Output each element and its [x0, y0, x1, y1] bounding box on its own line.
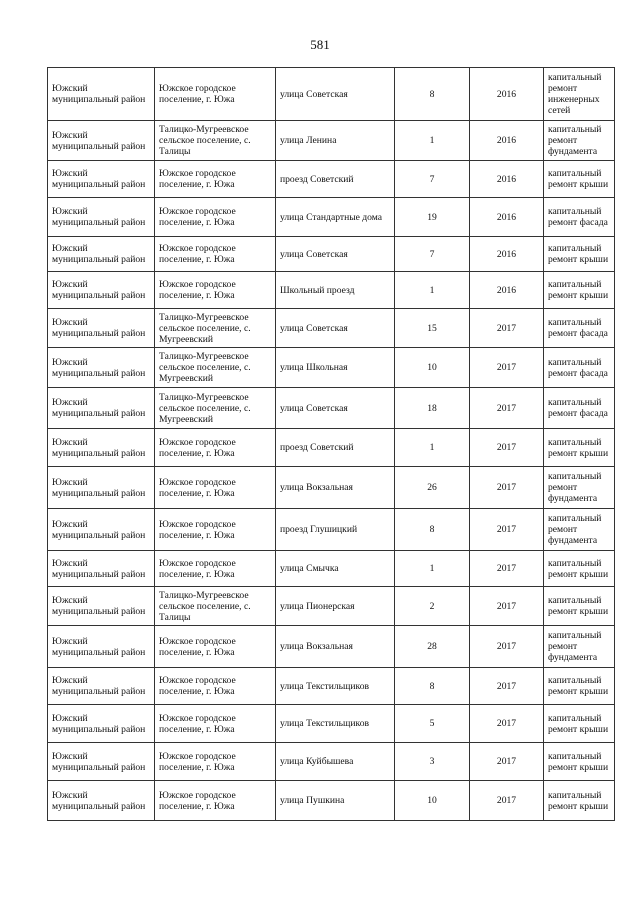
settlement-cell: Южское городское поселение, г. Южа	[155, 781, 276, 821]
work-type-cell: капитальный ремонт фасада	[544, 388, 615, 429]
work-type-cell: капитальный ремонт крыши	[544, 161, 615, 198]
year-cell: 2017	[470, 467, 544, 509]
work-type-cell: капитальный ремонт фундамента	[544, 626, 615, 668]
year-cell: 2017	[470, 781, 544, 821]
house-number-cell: 8	[395, 509, 470, 551]
year-cell: 2017	[470, 668, 544, 705]
district-cell: Южский муниципальный район	[48, 551, 155, 587]
street-cell: улица Вокзальная	[276, 467, 395, 509]
settlement-cell: Талицко-Мугреевское сельское поселение, с. Мугреевский	[155, 348, 276, 388]
settlement-cell: Южское городское поселение, г. Южа	[155, 743, 276, 781]
house-number-cell: 1	[395, 429, 470, 467]
settlement-cell: Южское городское поселение, г. Южа	[155, 668, 276, 705]
district-cell: Южский муниципальный район	[48, 429, 155, 467]
work-type-cell: капитальный ремонт крыши	[544, 781, 615, 821]
street-cell: проезд Глушицкий	[276, 509, 395, 551]
district-cell: Южский муниципальный район	[48, 668, 155, 705]
year-cell: 2017	[470, 551, 544, 587]
work-type-cell: капитальный ремонт крыши	[544, 587, 615, 626]
house-number-cell: 5	[395, 705, 470, 743]
year-cell: 2017	[470, 388, 544, 429]
table-row	[48, 467, 615, 509]
house-number-cell: 19	[395, 198, 470, 237]
table-row	[48, 668, 615, 705]
year-cell: 2017	[470, 309, 544, 348]
house-number-cell: 28	[395, 626, 470, 668]
street-cell: проезд Советский	[276, 429, 395, 467]
table-row	[48, 551, 615, 587]
house-number-cell: 8	[395, 668, 470, 705]
district-cell: Южский муниципальный район	[48, 348, 155, 388]
street-cell: проезд Советский	[276, 161, 395, 198]
year-cell: 2016	[470, 198, 544, 237]
house-number-cell: 10	[395, 781, 470, 821]
work-type-cell: капитальный ремонт крыши	[544, 705, 615, 743]
work-type-cell: капитальный ремонт крыши	[544, 743, 615, 781]
page-number: 581	[310, 37, 330, 52]
settlement-cell: Южское городское поселение, г. Южа	[155, 198, 276, 237]
work-type-cell: капитальный ремонт фасада	[544, 348, 615, 388]
table-row	[48, 237, 615, 272]
year-cell: 2016	[470, 68, 544, 121]
year-cell: 2017	[470, 429, 544, 467]
street-cell: улица Советская	[276, 237, 395, 272]
district-cell: Южский муниципальный район	[48, 509, 155, 551]
year-cell: 2016	[470, 272, 544, 309]
house-number-cell: 10	[395, 348, 470, 388]
table-row	[48, 198, 615, 237]
street-cell: улица Вокзальная	[276, 626, 395, 668]
table-row	[48, 429, 615, 467]
street-cell: улица Советская	[276, 68, 395, 121]
year-cell: 2016	[470, 121, 544, 161]
table-row	[48, 348, 615, 388]
work-type-cell: капитальный ремонт крыши	[544, 668, 615, 705]
street-cell: улица Пушкина	[276, 781, 395, 821]
settlement-cell: Южское городское поселение, г. Южа	[155, 467, 276, 509]
street-cell: улица Смычка	[276, 551, 395, 587]
house-number-cell: 2	[395, 587, 470, 626]
housing-repair-table	[47, 67, 615, 821]
work-type-cell: капитальный ремонт фундамента	[544, 467, 615, 509]
street-cell: улица Советская	[276, 388, 395, 429]
table-row	[48, 509, 615, 551]
house-number-cell: 8	[395, 68, 470, 121]
table-row	[48, 626, 615, 668]
table-body	[48, 68, 615, 821]
work-type-cell: капитальный ремонт фундамента	[544, 509, 615, 551]
street-cell: Школьный проезд	[276, 272, 395, 309]
district-cell: Южский муниципальный район	[48, 467, 155, 509]
table-row	[48, 161, 615, 198]
district-cell: Южский муниципальный район	[48, 161, 155, 198]
district-cell: Южский муниципальный район	[48, 587, 155, 626]
year-cell: 2017	[470, 509, 544, 551]
house-number-cell: 1	[395, 551, 470, 587]
house-number-cell: 3	[395, 743, 470, 781]
work-type-cell: капитальный ремонт фундамента	[544, 121, 615, 161]
settlement-cell: Южское городское поселение, г. Южа	[155, 429, 276, 467]
table-row	[48, 743, 615, 781]
street-cell: улица Пионерская	[276, 587, 395, 626]
settlement-cell: Южское городское поселение, г. Южа	[155, 237, 276, 272]
work-type-cell: капитальный ремонт крыши	[544, 551, 615, 587]
district-cell: Южский муниципальный район	[48, 309, 155, 348]
settlement-cell: Южское городское поселение, г. Южа	[155, 626, 276, 668]
table-row	[48, 781, 615, 821]
table-row	[48, 388, 615, 429]
year-cell: 2017	[470, 348, 544, 388]
district-cell: Южский муниципальный район	[48, 388, 155, 429]
work-type-cell: капитальный ремонт фасада	[544, 198, 615, 237]
district-cell: Южский муниципальный район	[48, 705, 155, 743]
district-cell: Южский муниципальный район	[48, 237, 155, 272]
table-row	[48, 68, 615, 121]
year-cell: 2016	[470, 237, 544, 272]
house-number-cell: 1	[395, 121, 470, 161]
house-number-cell: 26	[395, 467, 470, 509]
district-cell: Южский муниципальный район	[48, 272, 155, 309]
district-cell: Южский муниципальный район	[48, 198, 155, 237]
house-number-cell: 7	[395, 237, 470, 272]
district-cell: Южский муниципальный район	[48, 68, 155, 121]
table-row	[48, 121, 615, 161]
district-cell: Южский муниципальный район	[48, 121, 155, 161]
table-row	[48, 272, 615, 309]
work-type-cell: капитальный ремонт крыши	[544, 429, 615, 467]
street-cell: улица Школьная	[276, 348, 395, 388]
table-row	[48, 309, 615, 348]
district-cell: Южский муниципальный район	[48, 743, 155, 781]
settlement-cell: Южское городское поселение, г. Южа	[155, 272, 276, 309]
year-cell: 2017	[470, 743, 544, 781]
settlement-cell: Южское городское поселение, г. Южа	[155, 161, 276, 198]
settlement-cell: Южское городское поселение, г. Южа	[155, 551, 276, 587]
settlement-cell: Талицко-Мугреевское сельское поселение, с. Мугреевский	[155, 309, 276, 348]
work-type-cell: капитальный ремонт крыши	[544, 237, 615, 272]
house-number-cell: 1	[395, 272, 470, 309]
street-cell: улица Советская	[276, 309, 395, 348]
settlement-cell: Южское городское поселение, г. Южа	[155, 68, 276, 121]
house-number-cell: 18	[395, 388, 470, 429]
year-cell: 2017	[470, 705, 544, 743]
street-cell: улица Текстильщиков	[276, 705, 395, 743]
table-row	[48, 705, 615, 743]
work-type-cell: капитальный ремонт крыши	[544, 272, 615, 309]
year-cell: 2017	[470, 587, 544, 626]
settlement-cell: Южское городское поселение, г. Южа	[155, 705, 276, 743]
street-cell: улица Ленина	[276, 121, 395, 161]
work-type-cell: капитальный ремонт инженерных сетей	[544, 68, 615, 121]
house-number-cell: 15	[395, 309, 470, 348]
settlement-cell: Талицко-Мугреевское сельское поселение, с. Мугреевский	[155, 388, 276, 429]
work-type-cell: капитальный ремонт фасада	[544, 309, 615, 348]
year-cell: 2016	[470, 161, 544, 198]
house-number-cell: 7	[395, 161, 470, 198]
district-cell: Южский муниципальный район	[48, 626, 155, 668]
district-cell: Южский муниципальный район	[48, 781, 155, 821]
year-cell: 2017	[470, 626, 544, 668]
table-row	[48, 587, 615, 626]
settlement-cell: Талицко-Мугреевское сельское поселение, с. Талицы	[155, 587, 276, 626]
street-cell: улица Стандартные дома	[276, 198, 395, 237]
settlement-cell: Южское городское поселение, г. Южа	[155, 509, 276, 551]
street-cell: улица Куйбышева	[276, 743, 395, 781]
street-cell: улица Текстильщиков	[276, 668, 395, 705]
settlement-cell: Талицко-Мугреевское сельское поселение, с. Талицы	[155, 121, 276, 161]
